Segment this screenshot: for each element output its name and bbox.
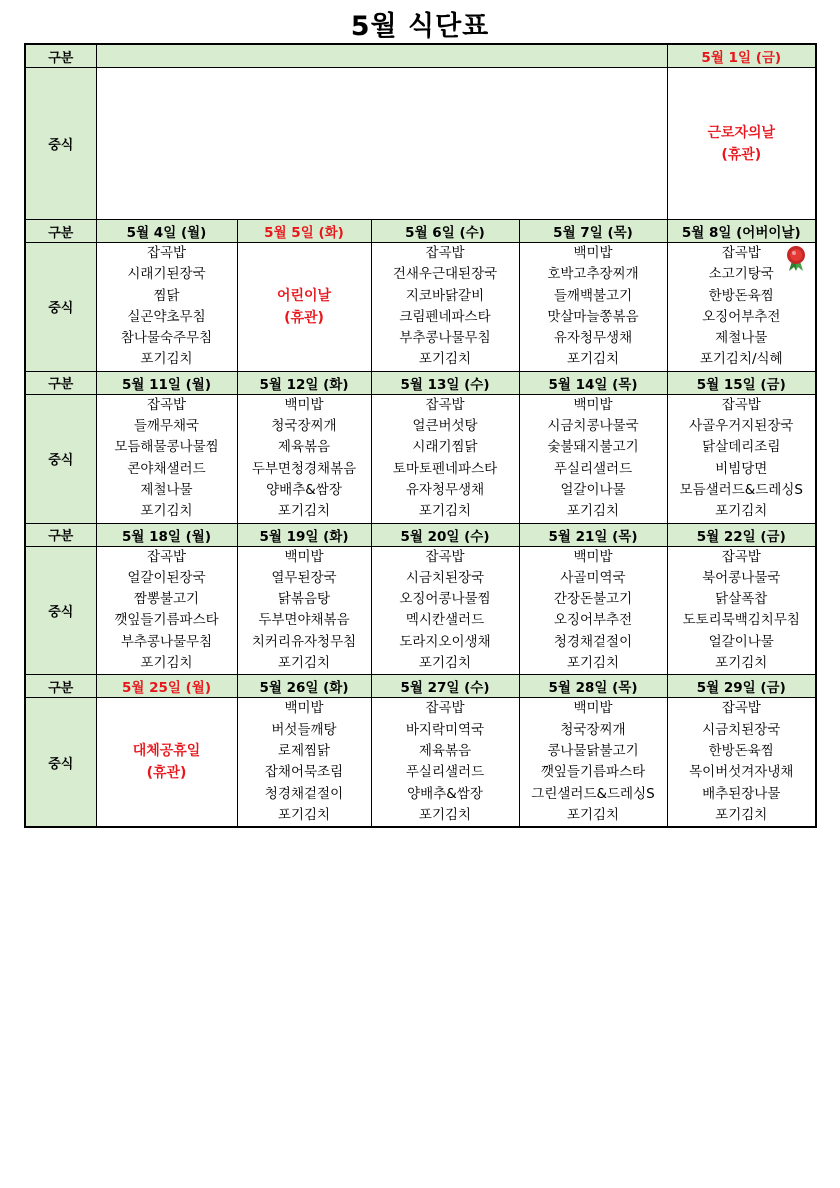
menu-item: 들깨무채국 [133, 418, 200, 435]
day-header: 5월 5일 (화) [237, 220, 371, 243]
holiday-cell-may1 [667, 68, 816, 220]
menu-item: 두부면야채볶음 [258, 612, 350, 629]
day-header: 5월 12일 (화) [237, 371, 371, 394]
menu-item: 얼큰버섯탕 [412, 418, 478, 435]
menu-item: 포기김치 [277, 806, 331, 823]
menu-item: 포기김치 [566, 806, 620, 823]
menu-item: 포기김치 [566, 655, 620, 672]
day-header: 5월 27일 (수) [371, 675, 519, 698]
day-header: 5월 20일 (수) [371, 523, 519, 546]
menu-cell [667, 243, 816, 372]
menu-item: 시래기찜닭 [412, 439, 478, 456]
menu-item: 잡곡밥 [425, 548, 465, 565]
day-header: 5월 25일 (월) [96, 675, 237, 698]
menu-item: 치커리유자청무침 [251, 633, 357, 650]
menu-item: 얼갈이나물 [708, 633, 774, 650]
menu-item: 포기김치 [418, 503, 472, 520]
menu-item: 닭살폭찹 [715, 591, 768, 608]
menu-item: 북어콩나물국 [702, 569, 781, 586]
holiday-name: 대체공휴일 [132, 743, 201, 760]
menu-item: 유자청무생채 [405, 481, 485, 498]
menu-item: 시금치콩나물국 [547, 418, 639, 435]
menu-item: 찜닭 [153, 287, 180, 304]
row-label-header: 구분 [25, 675, 96, 698]
menu-cell-inner [668, 243, 816, 371]
menu-item: 닭볶음탕 [277, 591, 331, 608]
page-title: 5월 식단표 [350, 11, 490, 42]
day-header: 5월 26일 (화) [237, 675, 371, 698]
menu-item: 잡곡밥 [146, 548, 187, 565]
menu-item: 제철나물 [715, 330, 768, 347]
menu-item: 백미밥 [284, 396, 324, 413]
menu-item: 모듬샐러드&드레싱S [679, 481, 803, 498]
week3-lunch-row [25, 394, 816, 523]
menu-item: 숯불돼지불고기 [547, 439, 639, 456]
menu-item: 호박고추장찌개 [547, 266, 639, 283]
day-header: 5월 28일 (목) [519, 675, 667, 698]
day-header: 5월 8일 (어버이날) [667, 220, 816, 243]
menu-item: 두부면청경채볶음 [251, 460, 357, 477]
menu-item: 백미밥 [573, 700, 613, 717]
menu-item: 열무된장국 [271, 569, 337, 586]
menu-cell [371, 243, 519, 372]
menu-item: 부추콩나물무침 [399, 330, 491, 347]
menu-item: 목이버섯겨자냉채 [689, 764, 794, 781]
meal-table [24, 43, 817, 828]
week5-header-row [25, 675, 816, 698]
menu-item: 포기김치 [140, 655, 193, 672]
menu-item: 토마토펜네파스타 [392, 460, 498, 477]
menu-item: 깻잎들기름파스타 [114, 612, 219, 629]
menu-cell [519, 698, 667, 827]
menu-cell [519, 394, 667, 523]
menu-cell [96, 243, 237, 372]
menu-item: 잡곡밥 [425, 396, 465, 413]
menu-item: 포기김치 [418, 806, 472, 823]
holiday-note: (휴관) [146, 765, 187, 782]
menu-cell [667, 698, 816, 827]
menu-item: 비빔당면 [715, 460, 768, 477]
menu-cell [237, 546, 371, 675]
menu-item: 얼갈이나물 [560, 481, 626, 498]
menu-item: 포기김치 [277, 503, 331, 520]
menu-item: 멕시칸샐러드 [405, 612, 485, 629]
menu-item: 제철나물 [140, 481, 193, 498]
menu-item: 그린샐러드&드레싱S [531, 785, 655, 802]
menu-cell [667, 394, 816, 523]
menu-item: 포기김치 [418, 655, 472, 672]
menu-item: 소고기탕국 [708, 266, 774, 283]
menu-item: 양배추&쌈장 [266, 481, 342, 498]
holiday-note: (휴관) [284, 309, 324, 326]
menu-item: 백미밥 [573, 396, 613, 413]
menu-item: 제육볶음 [418, 742, 472, 759]
menu-item: 사골우거지된장국 [689, 418, 794, 435]
day-header: 5월 7일 (목) [519, 220, 667, 243]
menu-item: 푸실리샐러드 [405, 764, 485, 781]
holiday-note: (휴관) [721, 146, 762, 163]
menu-item: 건새우근대된장국 [392, 266, 498, 283]
menu-cell [371, 698, 519, 827]
row-label-lunch: 중식 [25, 698, 96, 827]
menu-item: 깻잎들기름파스타 [540, 764, 646, 781]
menu-item: 시금치된장국 [702, 721, 781, 738]
menu-item: 청경채겉절이 [553, 633, 633, 650]
menu-item: 백미밥 [284, 548, 324, 565]
menu-item: 잡채어묵조림 [264, 764, 344, 781]
menu-item: 크림펜네파스타 [399, 308, 491, 325]
menu-item: 도토리묵백김치무침 [682, 612, 800, 629]
day-header: 5월 14일 (목) [519, 371, 667, 394]
holiday-name: 근로자의날 [707, 124, 776, 141]
menu-cell [519, 243, 667, 372]
day-header: 5월 13일 (수) [371, 371, 519, 394]
menu-item: 지코바닭갈비 [405, 287, 485, 304]
menu-item: 양배추&쌈장 [407, 785, 483, 802]
carnation-badge-icon [785, 245, 807, 271]
menu-item: 백미밥 [573, 548, 613, 565]
menu-item: 사골미역국 [560, 569, 626, 586]
menu-item: 포기김치 [277, 655, 331, 672]
row-label-lunch: 중식 [25, 68, 96, 220]
day-header: 5월 29일 (금) [667, 675, 816, 698]
row-label-header: 구분 [25, 44, 96, 68]
menu-item: 포기김치 [566, 351, 620, 368]
menu-item: 포기김치 [715, 655, 768, 672]
menu-item: 잡곡밥 [721, 245, 761, 261]
menu-item: 청국장찌개 [271, 418, 337, 435]
menu-cell [371, 394, 519, 523]
menu-item: 들깨백불고기 [553, 287, 633, 304]
menu-item: 간장돈불고기 [553, 591, 633, 608]
menu-item: 오징어콩나물찜 [399, 591, 491, 608]
menu-item: 시래기된장국 [127, 266, 206, 283]
row-label-header: 구분 [25, 523, 96, 546]
menu-cell [96, 394, 237, 523]
week1-header-row [25, 44, 816, 68]
menu-item: 오징어부추전 [702, 308, 781, 325]
menu-item: 콘야채샐러드 [127, 460, 206, 477]
week4-lunch-row [25, 546, 816, 675]
day-header: 5월 4일 (월) [96, 220, 237, 243]
row-label-header: 구분 [25, 371, 96, 394]
menu-item: 실곤약초무침 [127, 308, 206, 325]
empty-header-cell [96, 44, 667, 68]
menu-item: 푸실리샐러드 [553, 460, 633, 477]
day-header: 5월 18일 (월) [96, 523, 237, 546]
week2-header-row [25, 220, 816, 243]
menu-item: 닭살데리조림 [702, 439, 781, 456]
menu-item: 잡곡밥 [721, 548, 761, 565]
menu-item: 바지락미역국 [405, 721, 485, 738]
row-label-header: 구분 [25, 220, 96, 243]
day-header-may1: 5월 1일 (금) [667, 44, 816, 68]
day-header: 5월 15일 (금) [667, 371, 816, 394]
menu-item: 잡곡밥 [146, 396, 187, 413]
menu-item: 참나물숙주무침 [120, 330, 213, 347]
menu-item: 유자청무생채 [553, 330, 633, 347]
menu-item: 청국장찌개 [560, 721, 626, 738]
day-header: 5월 6일 (수) [371, 220, 519, 243]
menu-cell [237, 394, 371, 523]
menu-item: 포기김치 [715, 503, 768, 520]
row-label-lunch: 중식 [25, 243, 96, 372]
menu-item: 도라지오이생채 [399, 633, 491, 650]
menu-item: 청경채겉절이 [264, 785, 344, 802]
menu-item: 시금치된장국 [405, 569, 485, 586]
menu-item: 포기김치 [566, 503, 620, 520]
menu-item: 얼갈이된장국 [127, 569, 206, 586]
week3-header-row [25, 371, 816, 394]
holiday-cell [237, 243, 371, 372]
empty-lunch-cell [96, 68, 667, 220]
menu-item: 잡곡밥 [425, 245, 465, 261]
holiday-name: 어린이날 [276, 287, 332, 304]
day-header: 5월 11일 (월) [96, 371, 237, 394]
menu-item: 부추콩나물무침 [120, 633, 213, 650]
menu-item: 잡곡밥 [425, 700, 465, 717]
menu-item: 백미밥 [573, 245, 613, 261]
menu-item: 포기김치 [418, 351, 472, 368]
menu-item: 잡곡밥 [721, 396, 761, 413]
menu-item: 콩나물닭불고기 [547, 742, 639, 759]
menu-item: 모듬해물콩나물찜 [114, 439, 219, 456]
menu-cell [371, 546, 519, 675]
menu-item: 잡곡밥 [146, 245, 187, 261]
menu-item: 포기김치 [140, 503, 193, 520]
menu-cell [237, 698, 371, 827]
menu-item: 포기김치 [140, 351, 193, 368]
menu-item: 버섯들깨탕 [271, 721, 337, 738]
menu-cell [667, 546, 816, 675]
menu-item: 배추된장나물 [702, 785, 781, 802]
holiday-cell [96, 698, 237, 827]
week5-lunch-row [25, 698, 816, 827]
week1-lunch-row [25, 68, 816, 220]
menu-item: 짬뽕불고기 [133, 591, 200, 608]
day-header: 5월 22일 (금) [667, 523, 816, 546]
menu-item: 맛살마늘쫑볶음 [547, 308, 639, 325]
day-header: 5월 19일 (화) [237, 523, 371, 546]
day-header: 5월 21일 (목) [519, 523, 667, 546]
menu-item: 백미밥 [284, 700, 324, 717]
row-label-lunch: 중식 [25, 394, 96, 523]
menu-item: 오징어부추전 [553, 612, 633, 629]
week4-header-row [25, 523, 816, 546]
menu-item: 포기김치/식혜 [699, 351, 783, 368]
menu-item: 제육볶음 [277, 439, 331, 456]
menu-item: 한방돈육찜 [708, 742, 774, 759]
menu-item: 한방돈육찜 [708, 287, 774, 304]
menu-item: 로제찜닭 [277, 742, 331, 759]
menu-cell [519, 546, 667, 675]
row-label-lunch: 중식 [25, 546, 96, 675]
menu-cell [96, 546, 237, 675]
menu-item: 포기김치 [715, 806, 768, 823]
week2-lunch-row [25, 243, 816, 372]
menu-item: 잡곡밥 [721, 700, 761, 717]
